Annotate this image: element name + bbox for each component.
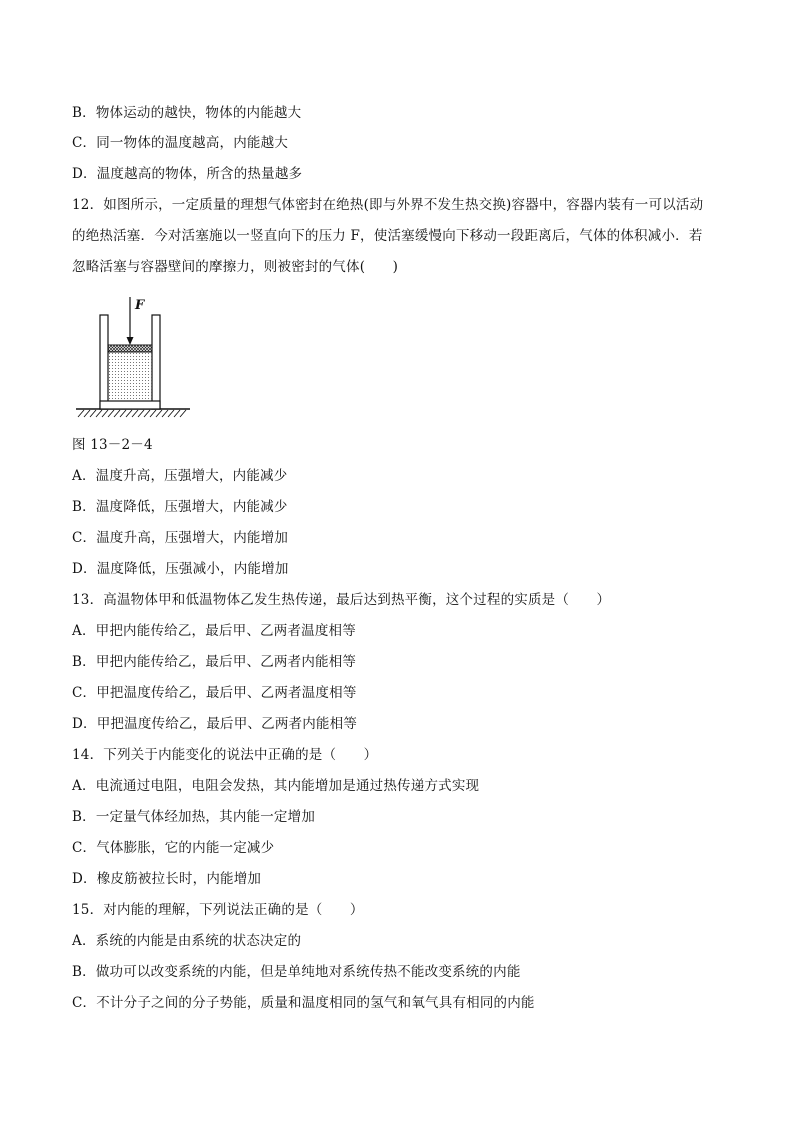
- q14-stem: 14．下列关于内能变化的说法中正确的是（ ）: [72, 747, 378, 763]
- q13-option-d: D．甲把温度传给乙，最后甲、乙两者内能相等: [72, 716, 358, 732]
- q15-stem: 15．对内能的理解，下列说法正确的是（ ）: [72, 902, 364, 918]
- q14-option-b: B．一定量气体经加热，其内能一定增加: [72, 809, 316, 825]
- q12-option-a: A．温度升高，压强增大，内能减少: [72, 468, 288, 484]
- q13-option-a: A．甲把内能传给乙，最后甲、乙两者温度相等: [72, 623, 356, 639]
- q13-option-c: C．甲把温度传给乙，最后甲、乙两者温度相等: [72, 685, 357, 701]
- q12-stem-line1: 12．如图所示，一定质量的理想气体密封在绝热(即与外界不发生热交换)容器中，容器内装有一可以活动: [72, 197, 704, 213]
- piston: [108, 345, 152, 352]
- q12-stem-line2: 的绝热活塞．今对活塞施以一竖直向下的压力 F，使活塞缓慢向下移动一段距离后，气体的体积减小．若: [72, 228, 703, 244]
- q12-option-d: D．温度降低，压强减小，内能增加: [72, 561, 289, 577]
- q12-option-c: C．温度升高，压强增大，内能增加: [72, 530, 289, 546]
- q11-option-d: D．温度越高的物体，所含的热量越多: [72, 166, 303, 182]
- gas-region: [108, 352, 152, 401]
- force-arrow-head: [127, 337, 134, 345]
- q14-option-d: D．橡皮筋被拉长时，内能增加: [72, 871, 262, 887]
- piston-diagram: [72, 295, 194, 423]
- q15-option-a: A．系统的内能是由系统的状态决定的: [72, 933, 302, 949]
- figure-caption: 图 13－2－4: [72, 437, 153, 453]
- q11-option-b: B．物体运动的越快，物体的内能越大: [72, 105, 302, 121]
- force-label: F: [135, 298, 145, 313]
- q11-option-c: C．同一物体的温度越高，内能越大: [72, 135, 289, 151]
- q14-option-c: C．气体膨胀，它的内能一定减少: [72, 840, 275, 856]
- ground-hatch: [78, 410, 186, 417]
- q12-stem-line3: 忽略活塞与容器壁间的摩擦力，则被密封的气体( ): [72, 259, 399, 275]
- piston-container-figure: [72, 295, 194, 423]
- q15-option-c: C．不计分子之间的分子势能，质量和温度相同的氢气和氧气具有相同的内能: [72, 995, 535, 1011]
- q12-option-b: B．温度降低，压强增大，内能减少: [72, 499, 288, 515]
- q15-option-b: B．做功可以改变系统的内能，但是单纯地对系统传热不能改变系统的内能: [72, 964, 521, 980]
- q13-stem: 13．高温物体甲和低温物体乙发生热传递，最后达到热平衡，这个过程的实质是（ ）: [72, 592, 611, 608]
- q14-option-a: A．电流通过电阻，电阻会发热，其内能增加是通过热传递方式实现: [72, 778, 480, 794]
- q13-option-b: B．甲把内能传给乙，最后甲、乙两者内能相等: [72, 654, 357, 670]
